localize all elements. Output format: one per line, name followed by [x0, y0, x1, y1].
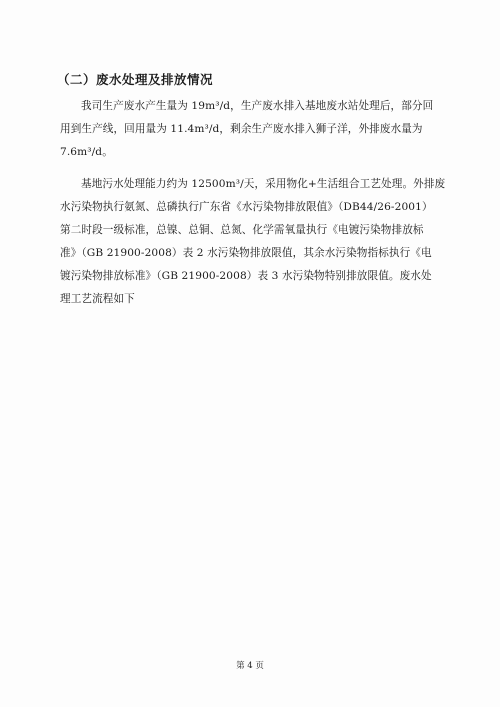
paragraph-line: 基地污水处理能力约为 12500m³/天，采用物化+生活组合工艺处理。外排废 — [81, 178, 446, 190]
paragraph-line: 水污染物执行氨氮、总磷执行广东省《水污染物排放限值》（DB44/26-2001） — [60, 201, 433, 213]
paragraph-line: 准》（GB 21900-2008）表 2 水污染物排放限值，其余水污染物指标执行《电 — [60, 247, 432, 259]
paragraph-treatment-capacity — [60, 173, 445, 311]
paragraph-line: 7.6m³/d。 — [60, 146, 113, 158]
paragraph-line: 第二时段一级标准，总镍、总铜、总氮、化学需氧量执行《电镀污染物排放标 — [60, 224, 424, 236]
paragraph-line: 镀污染物排放标准》（GB 21900-2008）表 3 水污染物特别排放限值。废水处 — [60, 270, 432, 282]
section-heading: （二）废水处理及排放情况 — [57, 72, 214, 87]
paragraph-line: 理工艺流程如下 — [60, 293, 135, 305]
paragraph-line: 我司生产废水产生量为 19m³/d，生产废水排入基地废水站处理后，部分回 — [81, 100, 434, 112]
page-number: 第 4 页 — [236, 661, 264, 671]
paragraph-wastewater-generation — [60, 95, 445, 164]
paragraph-line: 用到生产线，回用量为 11.4m³/d，剩余生产废水排入狮子洋，外排废水量为 — [60, 123, 423, 135]
